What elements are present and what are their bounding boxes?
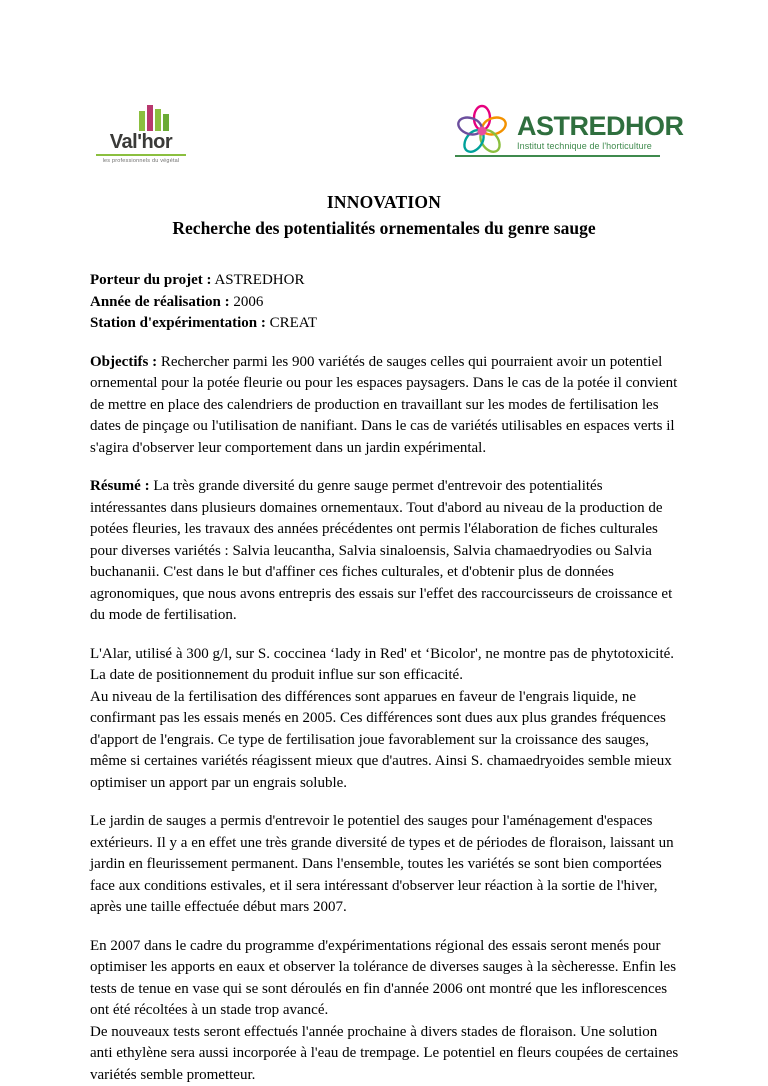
meta-annee [90, 292, 680, 314]
astredhor-rule [455, 155, 660, 157]
meta-station [90, 313, 680, 335]
paragraph-jardin: Le jardin de sauges a permis d'entrevoir le potentiel des sauges pour l'aménagement d'espaces extérieurs. Il y a en effet une très grande diversité de types et de périodes de floraison, laissant un jardin en fleurissement permanent. Dans l'ensemble, toutes les variétés se sont bien comportées face aux conditions estivales, et il sera intéressant d'observer leur réaction à la sortie de l'hiver, après une taille effectuée début mars 2007. [90, 811, 680, 919]
astredhor-logo [455, 104, 684, 158]
meta-porteur-value: ASTREDHOR [214, 272, 304, 288]
meta-porteur-label: Porteur du projet : [90, 272, 212, 288]
section-resume [90, 476, 680, 627]
paragraph-2007 [90, 936, 680, 1086]
valhor-wordmark: Val'hor [96, 132, 186, 152]
astredhor-wordmark: ASTREDHOR [517, 112, 684, 140]
document-body [90, 270, 680, 1086]
meta-annee-label: Année de réalisation : [90, 294, 230, 310]
flower-icon [455, 104, 509, 158]
page-title: INNOVATION [0, 192, 768, 213]
paragraph-2007-line1: En 2007 dans le cadre du programme d'expérimentations régional des essais seront menés pour optimiser les apports en eaux et observer la tolérance de diverses sauges à la sècheresse. Enfin les tests de tenue en vase qui se sont déroulés en fin d'année 2006 ont montré que les inflorescences ont été récoltées à un stade trop avancé. [90, 936, 680, 1022]
valhor-rule [96, 154, 186, 156]
meta-annee-value: 2006 [233, 294, 263, 310]
paragraph-alar [90, 644, 680, 795]
resume-text: La très grande diversité du genre sauge permet d'entrevoir des potentialités intéressantes dans plusieurs domaines ornementaux. Tout d'abord au niveau de la production de potées fleuries, les travaux des années précédentes ont permis l'élaboration de fiches culturales pour diverses variétés : Salvia leucantha, Salvia sinaloensis, Salvia chamaedryodies ou Salvia buchananii. C'est dans le but d'affiner ces fiches culturales, et d'obtenir plus de données agronomiques, que nous avons entrepris des essais sur l'effet des raccourcisseurs de croissance et du mode de fertilisation. [90, 478, 672, 623]
meta-station-label: Station d'expérimentation : [90, 315, 266, 331]
meta-station-value: CREAT [270, 315, 318, 331]
paragraph-2007-line2: De nouveaux tests seront effectués l'année prochaine à divers stades de floraison. Une solution anti ethylène sera aussi incorporée à l'eau de trempage. Le potentiel en fleurs coupées de certaines variétés semble prometteur. [90, 1024, 678, 1083]
objectifs-text: Rechercher parmi les 900 variétés de sauges celles qui pourraient avoir un potentiel ornemental pour la potée fleurie ou pour les espaces paysagers. Dans le cas de la potée il convient de mettre en place des calendriers de production en travaillant sur les modes de fertilisation les dates de pinçage ou l'utilisation de nanifiant. Dans le cas de variétés utilisables en espaces verts il s'agira d'observer leur comportement dans un jardin expérimental. [90, 354, 677, 456]
section-objectifs [90, 352, 680, 460]
logo-header [0, 0, 768, 110]
project-metadata [90, 270, 680, 335]
valhor-tagline: les professionnels du végétal [96, 158, 186, 164]
valhor-logo [96, 105, 186, 164]
meta-porteur [90, 270, 680, 292]
objectifs-label: Objectifs : [90, 354, 157, 370]
paragraph-alar-line1: L'Alar, utilisé à 300 g/l, sur S. coccinea ‘lady in Red' et ‘Bicolor', ne montre pas de phytotoxicité. La date de positionnement du produit influe sur son efficacité. [90, 644, 680, 687]
page-subtitle: Recherche des potentialités ornementales du genre sauge [0, 218, 768, 239]
astredhor-text [517, 112, 684, 151]
astredhor-tagline: Institut technique de l'horticulture [517, 141, 684, 151]
valhor-bars-icon [122, 105, 186, 131]
paragraph-alar-line2: Au niveau de la fertilisation des différences sont apparues en faveur de l'engrais liquide, ne confirmant pas les essais menés en 2005. Ces différences sont dues aux plus grandes fréquences d'apport de l'engrais. Ce type de fertilisation joue favorablement sur la croissance des sauges, même si certaines variétés réagissent mieux que d'autres. Ainsi S. chamaedryoides semble mieux optimiser un apport par un engrais soluble. [90, 689, 672, 791]
resume-label: Résumé : [90, 478, 150, 494]
